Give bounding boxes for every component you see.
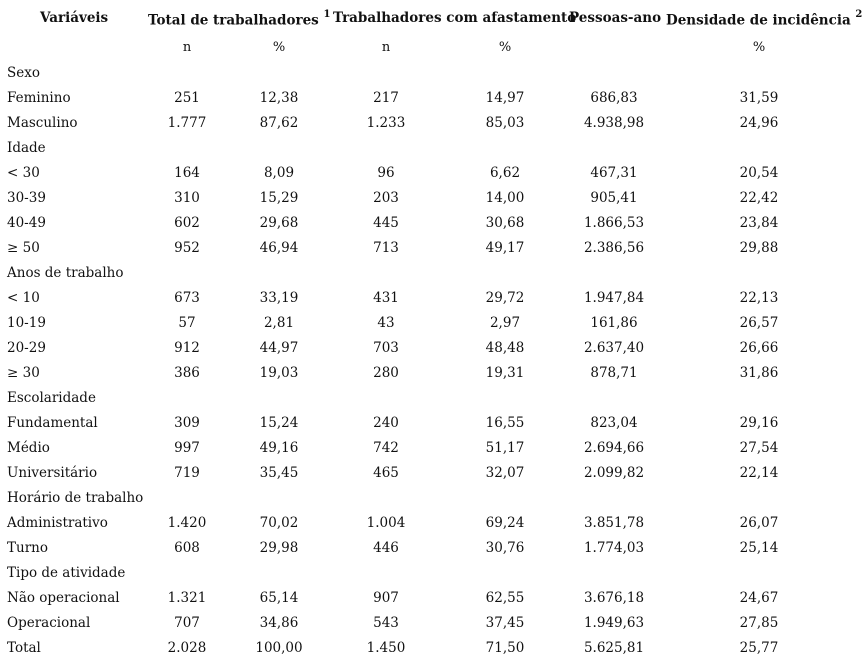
cell-densidade: 23,84 (739, 215, 779, 231)
cell-pessoas-ano: 823,04 (590, 415, 638, 431)
table-row (0, 465, 862, 490)
cell-pct-total: 35,45 (259, 465, 299, 481)
cell-densidade: 31,86 (739, 365, 779, 381)
cell-pessoas-ano: 3.676,18 (583, 590, 645, 606)
cell-n-total: 707 (174, 615, 200, 631)
cell-n-total: 310 (174, 190, 200, 206)
cell-pessoas-ano: 905,41 (590, 190, 638, 206)
cell-pct-total: 15,29 (259, 190, 299, 206)
cell-pct-total: 65,14 (259, 590, 299, 606)
table-row (0, 340, 862, 365)
cell-n-total: 997 (174, 440, 200, 456)
table-row (0, 115, 862, 140)
table-row (0, 215, 862, 240)
row-label: Médio (7, 440, 50, 456)
cell-densidade: 27,85 (739, 615, 779, 631)
table-row (0, 440, 862, 465)
cell-n-total: 386 (174, 365, 200, 381)
cell-densidade: 22,42 (739, 190, 779, 206)
cell-n-total: 952 (174, 240, 200, 256)
cell-n-total: 1.777 (167, 115, 207, 131)
cell-pessoas-ano: 3.851,78 (583, 515, 645, 531)
cell-pessoas-ano: 2.386,56 (583, 240, 645, 256)
cell-pessoas-ano: 1.949,63 (583, 615, 645, 631)
cell-n-afast: 203 (373, 190, 399, 206)
cell-n-total: 673 (174, 290, 200, 306)
cell-pct-afast: 30,76 (485, 540, 525, 556)
row-label: < 10 (7, 290, 40, 306)
cell-pct-afast: 6,62 (489, 165, 521, 181)
section-row (0, 140, 862, 165)
table-row (0, 590, 862, 615)
cell-n-afast: 703 (373, 340, 399, 356)
cell-n-afast: 1.233 (366, 115, 406, 131)
cell-pct-afast: 62,55 (485, 590, 525, 606)
cell-n-afast: 713 (373, 240, 399, 256)
cell-n-total: 912 (174, 340, 200, 356)
row-label: 40-49 (7, 215, 46, 231)
cell-pct-afast: 2,97 (489, 315, 521, 331)
cell-n-afast: 445 (373, 215, 399, 231)
cell-densidade: 22,14 (739, 465, 779, 481)
table-row (0, 365, 862, 390)
cell-pessoas-ano: 1.774,03 (583, 540, 645, 556)
cell-densidade: 29,88 (739, 240, 779, 256)
cell-pct-afast: 29,72 (485, 290, 525, 306)
cell-pct-afast: 48,48 (485, 340, 525, 356)
section-label: Escolaridade (7, 390, 96, 406)
row-label: Operacional (7, 615, 91, 631)
subheader-n-total: n (182, 40, 192, 55)
section-row (0, 265, 862, 290)
cell-pct-total: 33,19 (259, 290, 299, 306)
cell-n-afast: 96 (377, 165, 395, 181)
cell-pessoas-ano: 686,83 (590, 90, 638, 106)
row-label: ≥ 30 (7, 365, 40, 381)
row-label: Masculino (7, 115, 78, 131)
subheader-pct-densidade: % (752, 40, 766, 55)
cell-n-total: 57 (178, 315, 196, 331)
subheader-n-afast: n (381, 40, 391, 55)
cell-n-afast: 1.004 (366, 515, 406, 531)
subheader-pct-total: % (272, 40, 286, 55)
cell-pct-total: 44,97 (259, 340, 299, 356)
row-label: Total (7, 640, 41, 656)
header-total-trabalhadores-label: Total de trabalhadores (148, 12, 319, 29)
cell-pct-afast: 69,24 (485, 515, 525, 531)
cell-pct-total: 19,03 (259, 365, 299, 381)
row-label: 20-29 (7, 340, 46, 356)
cell-densidade: 20,54 (739, 165, 779, 181)
subheader-pct-afast: % (498, 40, 512, 55)
cell-pct-afast: 16,55 (485, 415, 525, 431)
cell-n-afast: 742 (373, 440, 399, 456)
table-row (0, 540, 862, 565)
cell-pct-afast: 51,17 (485, 440, 525, 456)
row-label: Fundamental (7, 415, 98, 431)
section-row (0, 65, 862, 90)
cell-densidade: 31,59 (739, 90, 779, 106)
cell-pct-afast: 32,07 (485, 465, 525, 481)
section-row (0, 390, 862, 415)
cell-pct-total: 8,09 (263, 165, 295, 181)
cell-n-afast: 543 (373, 615, 399, 631)
cell-pct-afast: 49,17 (485, 240, 525, 256)
cell-pct-total: 2,81 (263, 315, 295, 331)
table-row (0, 640, 862, 665)
cell-pessoas-ano: 1.866,53 (583, 215, 645, 231)
table-row (0, 290, 862, 315)
row-label: Administrativo (7, 515, 108, 531)
section-label: Idade (7, 140, 46, 156)
header-variaveis: Variáveis (40, 10, 109, 26)
cell-densidade: 27,54 (739, 440, 779, 456)
table-row (0, 615, 862, 640)
cell-n-afast: 1.450 (366, 640, 406, 656)
cell-pct-total: 29,68 (259, 215, 299, 231)
cell-densidade: 29,16 (739, 415, 779, 431)
row-label: < 30 (7, 165, 40, 181)
cell-pct-total: 100,00 (255, 640, 303, 656)
cell-pct-total: 12,38 (259, 90, 299, 106)
header-trabalhadores-afastamento: Trabalhadores com afastamento (333, 10, 577, 26)
header-total-trabalhadores (148, 11, 330, 29)
cell-n-afast: 446 (373, 540, 399, 556)
cell-pessoas-ano: 1.947,84 (583, 290, 645, 306)
table-row (0, 165, 862, 190)
cell-densidade: 26,07 (739, 515, 779, 531)
table-row (0, 515, 862, 540)
cell-n-total: 164 (174, 165, 200, 181)
cell-densidade: 22,13 (739, 290, 779, 306)
cell-pct-total: 70,02 (259, 515, 299, 531)
row-label: 30-39 (7, 190, 46, 206)
header-densidade-label: Densidade de incidência (666, 12, 851, 29)
table-row (0, 190, 862, 215)
footnote-1: 1 (323, 9, 331, 20)
header-densidade (666, 11, 862, 29)
cell-pct-afast: 14,00 (485, 190, 525, 206)
cell-pct-afast: 14,97 (485, 90, 525, 106)
cell-pessoas-ano: 467,31 (590, 165, 638, 181)
table-row (0, 90, 862, 115)
cell-pct-total: 29,98 (259, 540, 299, 556)
cell-n-total: 608 (174, 540, 200, 556)
cell-densidade: 26,57 (739, 315, 779, 331)
table-row (0, 315, 862, 340)
row-label: Turno (7, 540, 48, 556)
cell-n-afast: 431 (373, 290, 399, 306)
header-pessoas-ano: Pessoas-ano (569, 10, 662, 26)
cell-pct-total: 87,62 (259, 115, 299, 131)
cell-n-afast: 280 (373, 365, 399, 381)
cell-pct-afast: 30,68 (485, 215, 525, 231)
row-label: Feminino (7, 90, 71, 106)
row-label: Não operacional (7, 590, 120, 606)
cell-densidade: 24,67 (739, 590, 779, 606)
section-label: Horário de trabalho (7, 490, 144, 506)
row-label: Universitário (7, 465, 98, 481)
section-label: Sexo (7, 65, 40, 81)
cell-n-afast: 907 (373, 590, 399, 606)
cell-pct-total: 34,86 (259, 615, 299, 631)
cell-pessoas-ano: 2.637,40 (583, 340, 645, 356)
row-label: 10-19 (7, 315, 46, 331)
cell-densidade: 25,77 (739, 640, 779, 656)
cell-n-total: 309 (174, 415, 200, 431)
cell-pct-afast: 71,50 (485, 640, 525, 656)
cell-pct-total: 49,16 (259, 440, 299, 456)
footnote-2: 2 (855, 9, 862, 20)
cell-pessoas-ano: 878,71 (590, 365, 638, 381)
cell-n-afast: 43 (377, 315, 395, 331)
section-label: Anos de trabalho (7, 265, 124, 281)
cell-densidade: 24,96 (739, 115, 779, 131)
cell-pessoas-ano: 4.938,98 (583, 115, 645, 131)
cell-densidade: 25,14 (739, 540, 779, 556)
cell-n-total: 719 (174, 465, 200, 481)
table-row (0, 240, 862, 265)
cell-pct-total: 15,24 (259, 415, 299, 431)
cell-pct-afast: 37,45 (485, 615, 525, 631)
cell-pessoas-ano: 2.694,66 (583, 440, 645, 456)
cell-densidade: 26,66 (739, 340, 779, 356)
cell-n-total: 1.420 (167, 515, 207, 531)
cell-n-total: 1.321 (167, 590, 207, 606)
section-label: Tipo de atividade (7, 565, 126, 581)
cell-pessoas-ano: 2.099,82 (583, 465, 645, 481)
cell-n-total: 2.028 (167, 640, 207, 656)
section-row (0, 490, 862, 515)
cell-pct-total: 46,94 (259, 240, 299, 256)
cell-n-afast: 240 (373, 415, 399, 431)
table-row (0, 415, 862, 440)
cell-n-afast: 217 (373, 90, 399, 106)
cell-n-total: 602 (174, 215, 200, 231)
cell-pct-afast: 19,31 (485, 365, 525, 381)
cell-n-afast: 465 (373, 465, 399, 481)
row-label: ≥ 50 (7, 240, 40, 256)
cell-pessoas-ano: 5.625,81 (583, 640, 645, 656)
cell-pct-afast: 85,03 (485, 115, 525, 131)
cell-n-total: 251 (174, 90, 200, 106)
section-row (0, 565, 862, 590)
cell-pessoas-ano: 161,86 (590, 315, 638, 331)
